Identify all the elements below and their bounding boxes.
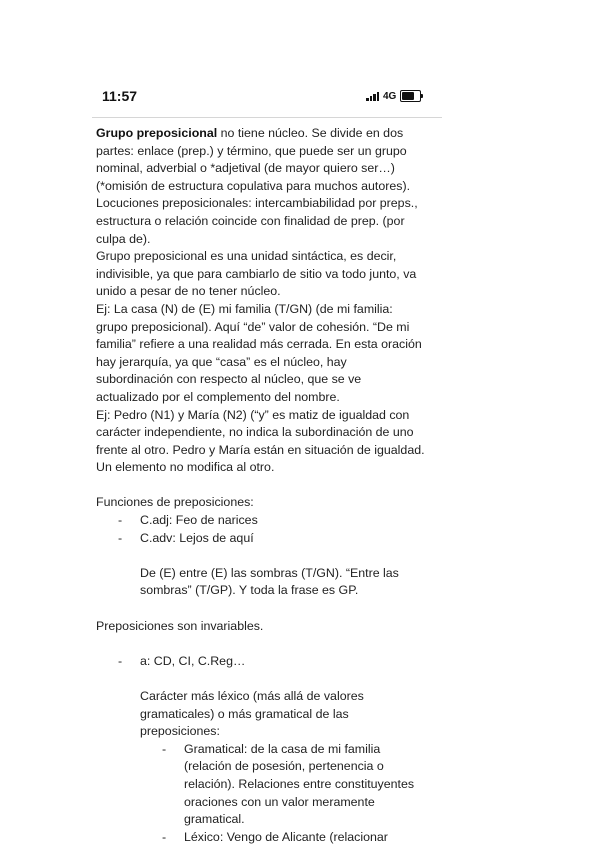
a-list (96, 653, 426, 671)
list-item: - Gramatical: de la casa de mi familia (relación de posesión, pertenencia o relación). Relaciones entre constituyentes oraciones con un valor meramente gramatical. (96, 741, 426, 829)
clock: 11:57 (102, 88, 138, 104)
paragraph-text: no tiene núcleo. Se divide en dos partes: enlace (prep.) y término, que puede ser un grupo nominal, adverbial o *adjetival (de mayor quiero ser…) (*omisión de estructura copulativa para muchos autores). (96, 126, 411, 193)
list-item: - C.adv: Lejos de aquí (96, 530, 426, 548)
character-text: Carácter más léxico (más allá de valores gramaticales) o más gramatical de las preposiciones: (140, 689, 364, 739)
system-indicators (366, 90, 421, 102)
functions-list (96, 512, 426, 547)
paragraph-example-2: Ej: Pedro (N1) y María (N2) (“y” es matiz de igualdad con carácter independiente, no indica la subordinación de uno frente al otro. Pedro y María están en situación de igualdad. Un elemento no modifica al otro. (96, 407, 425, 475)
list-item: - Léxico: Vengo de Alicante (relacionar (96, 829, 426, 847)
note-body (96, 125, 426, 846)
character-sublist (96, 741, 426, 847)
network-label: 4G (383, 90, 397, 102)
list-item: - a: CD, CI, C.Reg… (96, 653, 426, 671)
battery-icon (400, 90, 421, 102)
signal-icon (366, 91, 379, 101)
example-text: De (E) entre (E) las sombras (T/GN). “Entre las sombras” (T/GP). Y toda la frase es GP. (140, 565, 399, 598)
paragraph-example-1: Ej: La casa (N) de (E) mi familia (T/GN) (de mi familia: grupo preposicional). Aquí “de” valor de cohesión. “De mi familia” refiere a una realidad más cerrada. En esta oración hay jerarquía, ya que “casa” es el núcleo, hay subordinación con respecto al núcleo, que se ve actualizado por el complemento del nombre. (96, 301, 422, 404)
paragraph-unidad: Grupo preposicional es una unidad sintáctica, es decir, indivisible, ya que para cambiarlo de sitio va todo junto, va unido a pesar de no tener núcleo. (96, 249, 417, 299)
paragraph-locuciones: Locuciones preposicionales: intercambiabilidad por preps., estructura o relación coincide con finalidad de prep. (por culpa de). (96, 196, 418, 246)
paragraph-grupo-preposicional (96, 125, 426, 195)
term-bold: Grupo preposicional (96, 126, 218, 140)
status-bar (0, 0, 600, 118)
functions-heading: Funciones de preposiciones: (96, 495, 254, 510)
list-item: - C.adj: Feo de narices (96, 512, 426, 530)
invariables-text: Preposiciones son invariables. (96, 618, 264, 633)
header-divider (92, 117, 442, 118)
